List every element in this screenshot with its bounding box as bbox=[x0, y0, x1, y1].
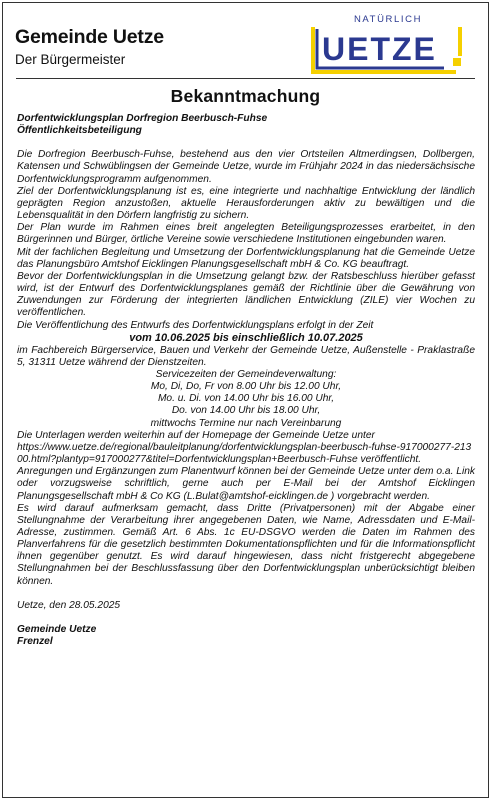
subject-line-2: Öffentlichkeitsbeteiligung bbox=[17, 125, 142, 137]
logo-tagline: NATÜRLICH bbox=[353, 14, 423, 25]
letterhead bbox=[15, 26, 164, 67]
homepage-intro: Die Unterlagen werden weiterhin auf der Homepage der Gemeinde Uetze unter bbox=[17, 429, 375, 441]
notice-body bbox=[17, 113, 475, 648]
service-hours-line: Do. von 14.00 Uhr bis 18.00 Uhr, bbox=[171, 405, 321, 417]
paragraph-1: Die Dorfregion Beerbusch-Fuhse, bestehend aus den vier Ortsteilen Altmerdingsen, Dollbergen, Katensen und Schwüblingsen der Gemeinde Uetze, wurde im Frühjahr 2024 in das niedersächsische Dorfentwicklungsprogramm aufgenommen. bbox=[17, 149, 475, 185]
homepage-outro: veröffentlicht. bbox=[357, 454, 422, 466]
org-name: Gemeinde Uetze bbox=[15, 26, 164, 48]
service-hours-line: Mo, Di, Do, Fr von 8.00 Uhr bis 12.00 Uhr, bbox=[150, 381, 342, 393]
spacer bbox=[17, 612, 475, 624]
paragraph-9: Es wird darauf aufmerksam gemacht, dass Dritte (Privatpersonen) mit der Abgabe einer Stellungnahme der Verarbeitung ihrer angegebenen Daten, wie Name, Adressdaten und E-Mail-Adresse, zustimmen. Gemäß Art. 6 Abs. 1c EU-DSGVO werden die Daten im Rahmen des Planverfahrens für die gesetzlich bestimmten Dokumentationspflichten und für die Informationspflicht ihnen gegenüber genutzt. Es wird darauf hingewiesen, dass nicht fristgerecht abgegebene Stellungnahmen bei der Beschlussfassung über den Dorfentwicklungsplan unberücksichtigt bleiben können. bbox=[17, 502, 475, 587]
uetze-logo bbox=[308, 12, 473, 78]
paragraph-3: Der Plan wurde im Rahmen eines breit angelegten Beteiligungsprozesses erarbeitet, in den Bürgerinnen und Bürger, örtliche Vereine sowie verschiedene Institutionen eingebunden waren. bbox=[17, 222, 475, 246]
service-hours-line: Mo. u. Di. von 14.00 Uhr bis 16.00 Uhr, bbox=[157, 393, 335, 405]
subject-line-1: Dorfentwicklungsplan Dorfregion Beerbusch-Fuhse bbox=[17, 113, 268, 124]
logo-wordmark: UETZE bbox=[322, 31, 437, 67]
publication-period: vom 10.06.2025 bis einschließlich 10.07.2025 bbox=[129, 331, 363, 344]
service-hours-line: mittwochs Termine nur nach Vereinbarung bbox=[150, 417, 342, 429]
header-divider bbox=[16, 78, 475, 79]
spacer bbox=[17, 137, 475, 149]
org-subtitle: Der Bürgermeister bbox=[15, 52, 126, 67]
logo-dot bbox=[453, 58, 461, 66]
date-line: Uetze, den 28.05.2025 bbox=[17, 599, 121, 611]
signature-org: Gemeinde Uetze bbox=[17, 623, 97, 635]
paragraph-7: im Fachbereich Bürgerservice, Bauen und Verkehr der Gemeinde Uetze, Außenstelle - Praklastraße 5, 31311 Uetze während der Dienstzeiten. bbox=[17, 344, 475, 368]
service-hours-heading: Servicezeiten der Gemeindeverwaltung: bbox=[155, 368, 337, 380]
spacer bbox=[17, 588, 475, 600]
homepage-url-link[interactable]: https://www.uetze.de/regional/bauleitplanung/dorfentwicklungsplan-beerbusch-fuhse-917000277-21300.html?plantyp=917000277&titel=Dorfentwicklungsplan+Beerbusch-Fuhse bbox=[17, 441, 472, 466]
homepage-paragraph bbox=[17, 442, 475, 466]
signature-name: Frenzel bbox=[17, 636, 53, 648]
paragraph-6: Die Veröffentlichung des Entwurfs des Dorfentwicklungsplans erfolgt in der Zeit bbox=[17, 319, 374, 331]
paragraph-2: Ziel der Dorfentwicklungsplanung ist es, eine integrierte und nachhaltige Entwicklung der ländlich geprägten Region anzustoßen, aktuelle Herausforderungen aktiv zu bewältigen und die Lebensqualität in den Dörfern langfristig zu sichern. bbox=[17, 185, 475, 222]
notice-title: Bekanntmachung bbox=[170, 86, 321, 106]
paragraph-8: Anregungen und Ergänzungen zum Planentwurf können bei der Gemeinde Uetze unter dem o.a. Link oder vorzugsweise schriftlich, gerne auch per E-Mail bei der Amtshof Eicklingen Planungsgesellschaft mbH & Co KG (L.Bulat@amtshof-eicklingen.de ) vorgebracht werden. bbox=[17, 466, 475, 502]
paragraph-4: Mit der fachlichen Begleitung und Umsetzung der Dorfentwicklungsplanung hat die Gemeinde Uetze das Planungsbüro Amtshof Eicklingen Planungsgesellschaft mbH & Co. KG beauftragt. bbox=[17, 246, 475, 270]
paragraph-5: Bevor der Dorfentwicklungsplan in die Umsetzung gelangt bzw. der Ratsbeschluss hierüber gefasst wird, ist der Entwurf des Dorfentwicklungsplanes gemäß der Richtlinie über die Gewährung von Zuwendungen zur Förderung der integrierten ländlichen Entwicklung (ZILE) vier Wochen zu veröffentlichen. bbox=[17, 270, 475, 319]
